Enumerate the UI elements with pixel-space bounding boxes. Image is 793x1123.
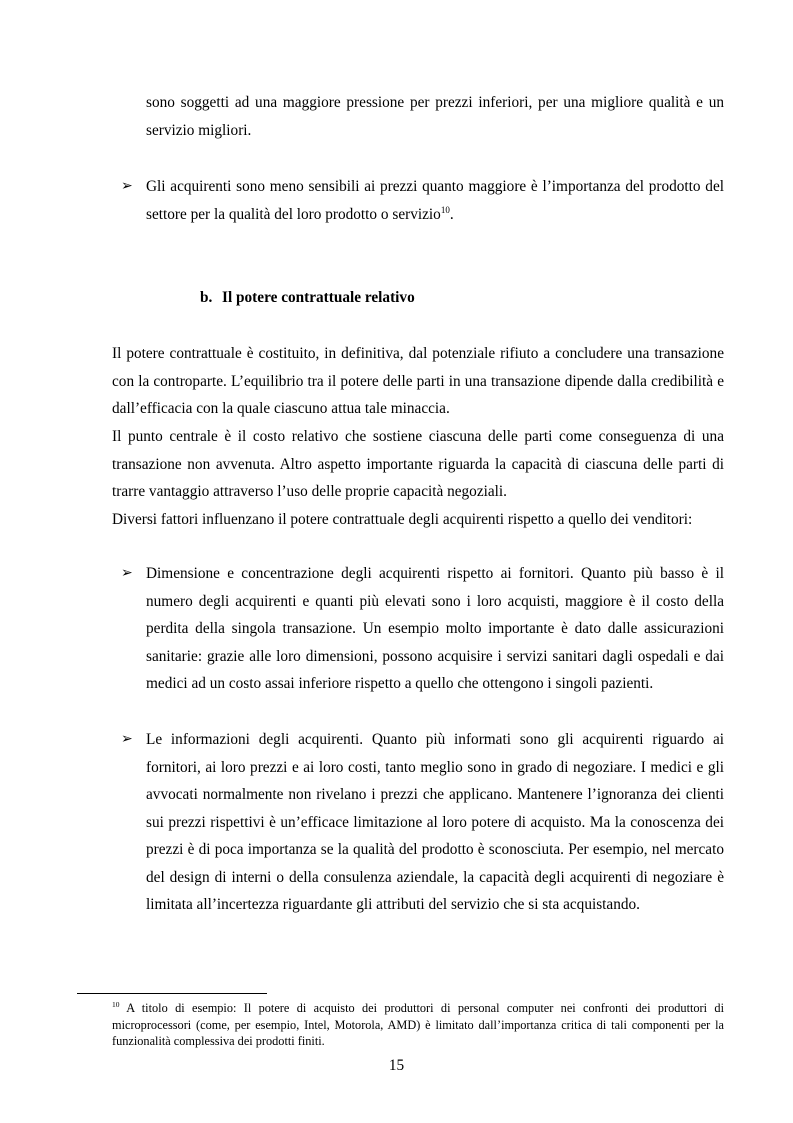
- paragraph-central-point: Il punto centrale è il costo relativo che sostiene ciascuna delle parti come conseguenza di una transazione non avvenuta. Altro aspetto importante riguarda la capacità di ciascuna delle parti di trarre vantaggio attraverso l’uso delle proprie capacità negoziali.: [112, 428, 724, 500]
- paragraph-contractual-power: Il potere contrattuale è costituito, in definitiva, dal potenziale rifiuto a concludere una transazione con la controparte. L’equilibrio tra il potere delle parti in una transazione dipende dalla credibilità e dall’efficacia con la quale ciascuno attua tale minaccia.: [112, 345, 724, 417]
- continued-paragraph: sono soggetti ad una maggiore pressione per prezzi inferiori, per una migliore qualità e un servizio migliori.: [146, 94, 724, 139]
- bullet-arrow-icon: ➢: [121, 732, 133, 747]
- footnote-text: A titolo di esempio: Il potere di acquisto dei produttori di personal computer nei confronti dei produttori di microprocessori (come, per esempio, Intel, Motorola, AMD) è limitato dall’importanza critica di tali componenti per la funzionalità complessiva dei prodotti finiti.: [112, 1001, 724, 1048]
- footnote-reference[interactable]: 10: [440, 204, 450, 215]
- bullet-item-price-sensitivity: [146, 173, 724, 228]
- section-heading: [200, 284, 415, 311]
- section-number: b.: [200, 289, 213, 306]
- footnote: [112, 1000, 724, 1050]
- page-number: 15: [388, 1057, 405, 1074]
- bullet-item-end: .: [449, 205, 454, 223]
- footnote-number: 10: [112, 999, 120, 1009]
- bullet-item-text: Gli acquirenti sono meno sensibili ai prezzi quanto maggiore è l’importanza del prodotto del settore per la qualità del loro prodotto o servizio: [146, 178, 724, 223]
- bullet-item-buyer-size: Dimensione e concentrazione degli acquirenti rispetto ai fornitori. Quanto più basso è il numero degli acquirenti e quanti più elevati sono i loro acquisti, maggiore è il costo della perdita della singola transazione. Un esempio molto importante è dato dalle assicurazioni sanitarie: grazie alle loro dimensioni, possono acquisire i servizi sanitari dagli ospedali e dai medici ad un costo assai inferiore rispetto a quello che ottengono i singoli pazienti.: [146, 565, 724, 692]
- section-title: Il potere contrattuale relativo: [222, 289, 415, 306]
- paragraph-factors-intro: Diversi fattori influenzano il potere contrattuale degli acquirenti rispetto a quello dei venditori:: [112, 511, 693, 528]
- bullet-arrow-icon: ➢: [121, 566, 133, 581]
- bullet-arrow-icon: ➢: [121, 179, 133, 194]
- bullet-item-buyer-information: Le informazioni degli acquirenti. Quanto più informati sono gli acquirenti riguardo ai fornitori, ai loro prezzi e ai loro costi, tanto meglio sono in grado di negoziare. I medici e gli avvocati normalmente non rivelano i prezzi che applicano. Mantenere l’ignoranza dei clienti sui prezzi rispettivi è un’efficace limitazione al loro potere di acquisto. Ma la conoscenza dei prezzi è di poca importanza se la qualità del prodotto è sconosciuta. Per esempio, nel mercato del design di interni o della consulenza aziendale, la capacità degli acquirenti di negoziare è limitata all’incertezza riguardante gli attributi del servizio che si sta acquistando.: [146, 731, 724, 913]
- footnote-separator: [77, 993, 267, 994]
